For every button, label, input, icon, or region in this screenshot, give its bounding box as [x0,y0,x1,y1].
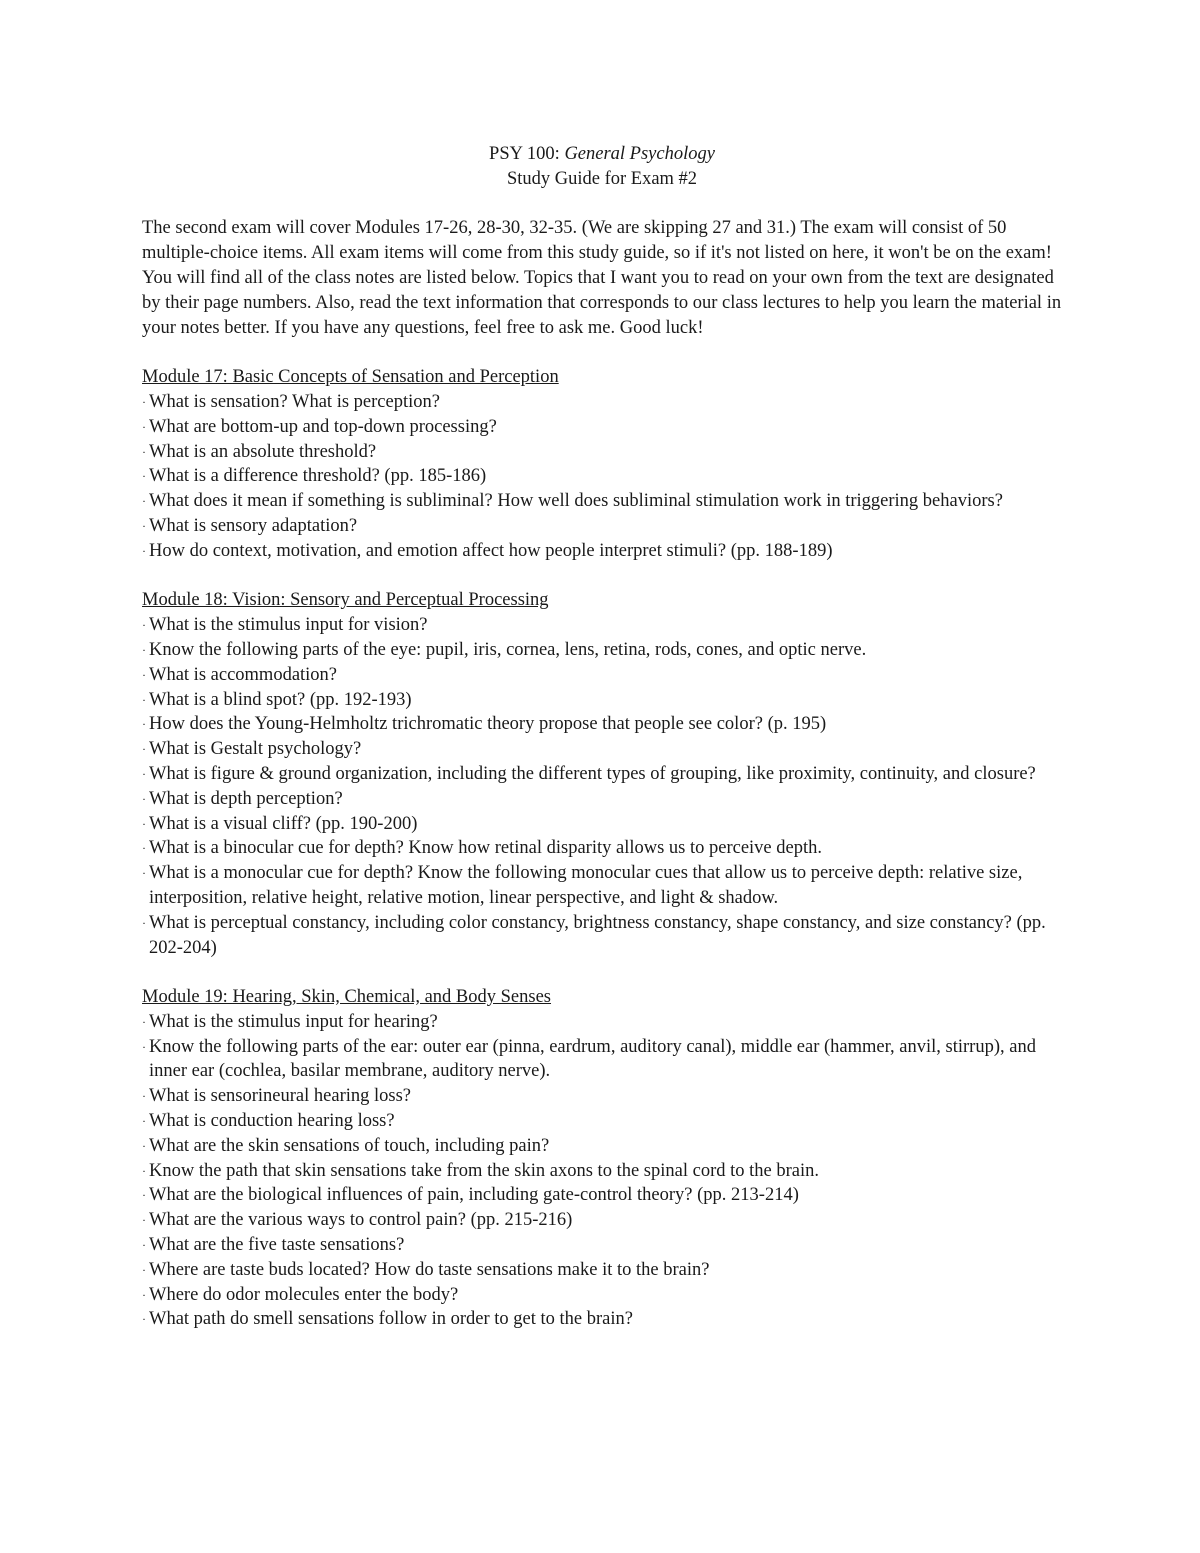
question-text: What is an absolute threshold? [149,441,377,462]
module-heading: Module 19: Hearing, Skin, Chemical, and Body Senses [142,987,552,1008]
question-text: What are the five taste sensations? [149,1235,405,1256]
bullet-icon: · [142,1114,146,1129]
bullet-icon: · [142,469,146,484]
question-text: What are bottom-up and top-down processing? [149,416,497,437]
bullet-icon: · [142,766,146,781]
bullet-icon: · [142,692,146,707]
question-item [142,489,1062,514]
bullet-icon: · [142,816,146,831]
question-item [142,1159,1062,1184]
question-item [142,613,1062,638]
bullet-icon: · [142,667,146,682]
module-section [142,365,1062,563]
question-text: What is a difference threshold? (pp. 185-186) [149,466,487,487]
question-item [142,514,1062,539]
bullet-icon: · [142,518,146,533]
question-item [142,440,1062,465]
question-text: What is a monocular cue for depth? Know the following monocular cues that allow us to perceive depth: relative size, interposition, relative height, relative motion, linear perspective, and light & shadow. [149,863,1023,908]
question-list [142,390,1062,564]
question-item [142,1307,1062,1332]
question-text: What does it mean if something is subliminal? How well does subliminal stimulation work in triggering behaviors? [149,491,1003,512]
question-item [142,1183,1062,1208]
bullet-icon: · [142,1163,146,1178]
question-item [142,1010,1062,1035]
bullet-icon: · [142,444,146,459]
question-text: How does the Young-Helmholtz trichromatic theory propose that people see color? (p. 195) [149,714,827,735]
question-text: Know the following parts of the ear: outer ear (pinna, eardrum, auditory canal), middle ear (hammer, anvil, stirrup), and inner ear (cochlea, basilar membrane, auditory nerve). [149,1036,1036,1082]
question-item [142,787,1062,812]
question-text: What is a blind spot? (pp. 192-193) [149,689,412,710]
bullet-icon: · [142,866,146,881]
question-item [142,836,1062,861]
question-text: What is conduction hearing loss? [149,1111,395,1132]
question-item [142,390,1062,415]
document-title [142,142,1062,167]
question-text: What are the various ways to control pain? (pp. 215-216) [149,1210,573,1231]
question-text: What is sensorineural hearing loss? [149,1086,412,1107]
question-item [142,812,1062,837]
bullet-icon: · [142,1138,146,1153]
bullet-icon: · [142,1213,146,1228]
question-item [142,415,1062,440]
bullet-icon: · [142,1287,146,1302]
document-subtitle: Study Guide for Exam #2 [506,168,698,189]
question-item [142,737,1062,762]
question-item [142,1208,1062,1233]
modules-container [142,365,1062,1332]
question-item [142,712,1062,737]
question-text: What is depth perception? [149,788,343,809]
module-section [142,985,1062,1332]
course-code: PSY 100: [489,144,565,164]
bullet-icon: · [142,1188,146,1203]
question-text: What are the biological influences of pain, including gate-control theory? (pp. 213-214) [149,1185,799,1206]
bullet-icon: · [142,394,146,409]
bullet-icon: · [142,618,146,633]
course-name: General Psychology [564,144,715,164]
question-item [142,539,1062,564]
question-item [142,1084,1062,1109]
bullet-icon: · [142,1039,146,1054]
document-page [142,142,1062,1357]
question-list [142,1010,1062,1332]
question-text: What path do smell sensations follow in order to get to the brain? [149,1309,633,1330]
question-item [142,861,1062,911]
question-item [142,1283,1062,1308]
bullet-icon: · [142,1089,146,1104]
question-text: What is perceptual constancy, including color constancy, brightness constancy, shape constancy, and size constancy? (pp. 202-204) [149,912,1046,958]
question-text: What is the stimulus input for vision? [149,615,428,636]
question-text: Where do odor molecules enter the body? [149,1284,459,1305]
question-text: What are the skin sensations of touch, including pain? [149,1135,550,1156]
question-text: What is Gestalt psychology? [149,739,362,760]
bullet-icon: · [142,1312,146,1327]
bullet-icon: · [142,915,146,930]
bullet-icon: · [142,717,146,732]
bullet-icon: · [142,1014,146,1029]
module-heading: Module 17: Basic Concepts of Sensation and Perception [142,367,559,388]
bullet-icon: · [142,543,146,558]
question-item [142,911,1062,961]
bullet-icon: · [142,1262,146,1277]
question-text: What is sensory adaptation? [149,515,358,536]
question-item [142,1109,1062,1134]
intro-paragraph: The second exam will cover Modules 17-26, 28-30, 32-35. (We are skipping 27 and 31.) The exam will consist of 50 multiple-choice items. All exam items will come from this study guide, so if it's not listed on here, it won't be on the exam! You will find all of the class notes are listed below. Topics that I want you to read on your own from the text are designated by their page numbers. Also, read the text information that corresponds to our class lectures to help you learn the material in your notes better. If you have any questions, feel free to ask me. Good luck! [142,218,1062,338]
question-item [142,762,1062,787]
module-heading: Module 18: Vision: Sensory and Perceptual Processing [142,590,549,611]
question-text: Where are taste buds located? How do taste sensations make it to the brain? [149,1259,710,1280]
question-text: Know the following parts of the eye: pupil, iris, cornea, lens, retina, rods, cones, and optic nerve. [149,639,867,660]
question-item [142,1035,1062,1085]
question-text: What is the stimulus input for hearing? [149,1011,438,1032]
bullet-icon: · [142,791,146,806]
question-item [142,688,1062,713]
question-text: What is a visual cliff? (pp. 190-200) [149,813,418,834]
question-item [142,638,1062,663]
question-item [142,464,1062,489]
bullet-icon: · [142,642,146,657]
module-section [142,588,1062,960]
question-item [142,663,1062,688]
question-text: What is sensation? What is perception? [149,391,440,412]
bullet-icon: · [142,742,146,757]
question-item [142,1258,1062,1283]
question-item [142,1134,1062,1159]
bullet-icon: · [142,419,146,434]
question-list [142,613,1062,960]
question-text: How do context, motivation, and emotion affect how people interpret stimuli? (pp. 188-189) [149,540,833,561]
question-text: Know the path that skin sensations take from the skin axons to the spinal cord to the brain. [149,1160,819,1181]
document-title-block [142,142,1062,192]
question-text: What is a binocular cue for depth? Know how retinal disparity allows us to perceive depth. [149,838,822,859]
bullet-icon: · [142,841,146,856]
question-text: What is figure & ground organization, including the different types of grouping, like proximity, continuity, and closure? [149,763,1036,784]
bullet-icon: · [142,494,146,509]
bullet-icon: · [142,1238,146,1253]
question-text: What is accommodation? [149,664,338,685]
question-item [142,1233,1062,1258]
